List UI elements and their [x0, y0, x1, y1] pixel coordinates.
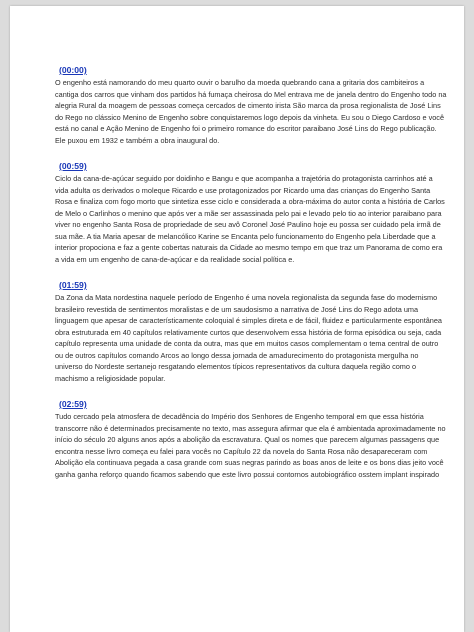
transcript-paragraph: O engenho está namorando do meu quarto ouvir o barulho da moeda quebrando cana a gritaria dos cambiteiros a cantiga dos carros que vinham dos partidos há fumaça cheirosa do Mel entrava me de janela dentro do Engenho todo na alegria Rural da moagem de pessoas começa cercados de cimento irista São marca da prosa regionalista de José Lins do Rego no clássico Menino de Engenho sobre conquistaremos logo depois da vinheta. Eu sou o Diego Cardoso e você está no canal e Ação Menino de Engenho foi o primeiro romance do escritor paraibano José Lins do Rego publicação. Ele puxou em 1932 e também a obra inaugural do. [55, 78, 447, 145]
document-page [10, 6, 464, 632]
timestamp-link[interactable]: (00:59) [59, 161, 87, 171]
transcript-section [55, 160, 447, 265]
transcript-paragraph: Ciclo da cana-de-açúcar seguido por doidinho e Bangu e que acompanha a trajetória do protagonista carrinhos até a vida adulta os derivados o moleque Ricardo e use protagonizados por Ricardo uma das crianças do Engenho Santa Rosa e finaliza com fogo morto que sintetiza esse ciclo e considerada a obra-máxima do autor conta a história de Carlos de Melo o Carlinhos o menino que após ver a mãe ser assassinada pelo pai e levado pelo tio ao interior paraibano para viver no engenho Santa Rosa de propriedade de seu avô Coronel José Paulino hoje eu possa ser cuidado pela irmã de sua mãe. A tia Maria apesar de melancólico Karine se Encanta pelo funcionamento do Engenho pela Liberdade que a interior propociona e faz a gente cobertas naturais da Cidade ao mesmo tempo em que traz um Panorama de como era a vida em um engenho de cana-de-açúcar e da realidade social política e. [55, 174, 445, 264]
timestamp-link[interactable]: (01:59) [59, 280, 87, 290]
transcript-section [55, 398, 447, 480]
transcript-paragraph: Tudo cercado pela atmosfera de decadência do Império dos Senhores de Engenho temporal em que essa história transcorre não é determinados precisamente no texto, mas assegura afirmar que ela é ambientada aproximadamente no início do século 20 alguns anos após a abolição da escravatura. Qual os nomes que parecem algumas passagens que encontra nesse livro começa eu falei para vocês no Capítulo 22 da novela do Santa Rosa não desapareceram com Abolição ela continuava pegada a casa grande com suas negras parindo as boas anos de leite e os bons dias jeito você ganha ganha reforço quando ficamos sabendo que este livro possui contornos autobiográfico osstem implant inspirado [55, 412, 446, 479]
document-body [55, 64, 447, 494]
transcript-section [55, 64, 447, 146]
timestamp-link[interactable]: (02:59) [59, 399, 87, 409]
transcript-paragraph: Da Zona da Mata nordestina naquele período de Engenho é uma novela regionalista da segunda fase do modernismo brasileiro revestida de sentimentos moralistas e de um saudosismo a narrativa de José Lins do Rego adota uma linguagem que apesar de característicamente coloquial é simples direta e de fácil, fluidez e particularmente espontânea obra estruturada em 40 capítulos relativamente curtos que desenvolvem essa história de forma episódica ou seja, cada capítulo representa uma unidade de conta da outra, mas que em muitos casos complementam o tema central de outro ou de outros capítulos comando Arcos ao longo dessa jornada de amadurecimento do protagonista mergulha no universo do Nordeste sertanejo resgatando elementos típicos representativos da cultura daquela região como o machismo a religiosidade popular. [55, 293, 442, 383]
timestamp-link[interactable]: (00:00) [59, 65, 87, 75]
transcript-section [55, 279, 447, 384]
